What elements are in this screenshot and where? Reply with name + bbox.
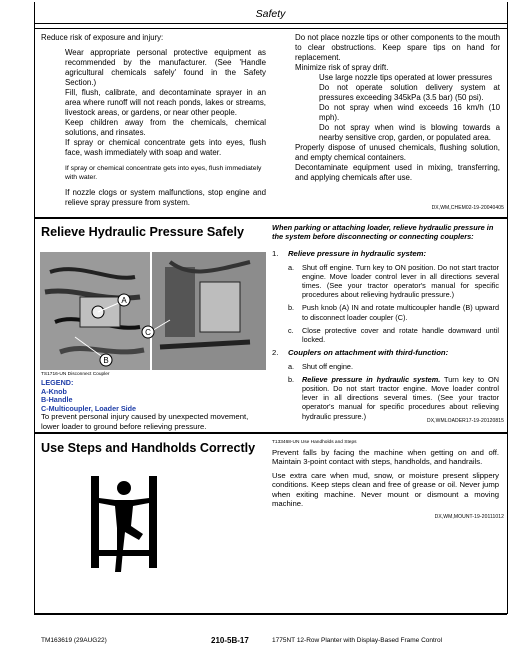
procedure-step — [272, 348, 499, 358]
step-title: Relieve pressure in hydraulic system: — [288, 249, 427, 258]
hydraulic-coupler-photo — [40, 252, 266, 370]
image-caption: T133468-UN Use Handholds and Steps — [272, 440, 357, 445]
substep-letter: b. — [288, 374, 295, 384]
paragraph: Properly dispose of unused chemicals, flushing solution, and empty chemical containers. — [295, 143, 500, 162]
steps-handholds-text — [272, 440, 499, 512]
coupler-illustration — [40, 252, 266, 370]
procedure-substep — [272, 375, 499, 421]
paragraph: Minimize risk of spray drift. — [295, 63, 389, 72]
loader-note: To prevent personal injury caused by unexpected movement, lower loader to ground before relieving pressure. — [41, 412, 249, 431]
paragraph: Decontaminate equipment used in mixing, transferring, and applying chemicals after use. — [295, 163, 500, 182]
section-divider — [34, 432, 507, 434]
substep-text: Push knob (A) IN and rotate multicoupler handle (B) upward to disconnect loader coupler (C). — [302, 303, 499, 322]
substep-text: Shut off engine. Turn key to ON position. Do not start tractor engine. Move loader control lever in all directions several times. (See your tractor operator's manual for specific procedures about relieving hydraulic pressure.) — [302, 262, 499, 300]
handhold-figure-icon — [85, 470, 165, 580]
chemical-safety-right-column — [295, 33, 500, 183]
paragraph: If nozzle clogs or system malfunctions, stop engine and relieve spray pressure from system. — [65, 188, 266, 207]
small-note: If spray or chemical concentrate gets into eyes, flush immediately with water. — [65, 165, 262, 181]
paragraph: Fill, flush, calibrate, and decontaminate sprayer in an area where runoff will not reach ponds, lakes or streams, livestock areas, or gardens, or near other people. — [65, 88, 266, 117]
reference-code: DX,WM,MOUNT-19-20111012 — [434, 514, 504, 520]
step-number: 1. — [272, 249, 279, 258]
procedure-substep — [272, 362, 499, 371]
substep-letter: a. — [288, 262, 295, 272]
page-header-title: Safety — [255, 8, 286, 20]
page-bottom-rule — [34, 613, 507, 615]
svg-text:B: B — [103, 356, 109, 365]
procedure-substep — [272, 303, 499, 321]
step-title: Couplers on attachment with third-function: — [288, 348, 449, 358]
callout-c — [142, 326, 154, 338]
svg-text:A: A — [121, 296, 127, 305]
section-title: Use Steps and Handholds Correctly — [41, 441, 256, 455]
substep-bold: Relieve pressure in hydraulic system. — [302, 374, 441, 384]
callout-a — [118, 294, 130, 306]
reference-code: DX,WMLOADER17-19-20120815 — [427, 418, 504, 424]
section-title: Relieve Hydraulic Pressure Safely — [41, 225, 245, 239]
lead-text: Reduce risk of exposure and injury: — [41, 33, 164, 42]
callout-b — [100, 354, 112, 366]
substep-text: Close protective cover and rotate handle downward until locked. — [302, 325, 499, 344]
svg-text:C: C — [145, 328, 151, 337]
sub-item: Do not operate solution delivery system at pressures exceeding 345kPa (3.5 bar) (50 psi). — [319, 83, 500, 102]
substep-text — [302, 375, 499, 421]
substep-letter: a. — [288, 361, 295, 371]
image-caption: TS1716-UN Disconnect Coupler — [41, 372, 110, 377]
step-number: 2. — [272, 348, 279, 358]
hydraulic-procedure — [272, 223, 499, 425]
substep-letter: b. — [288, 303, 295, 313]
header-rule-2 — [34, 28, 507, 29]
chemical-safety-left-column — [41, 33, 266, 208]
legend-item: A-Knob — [41, 386, 67, 396]
sub-item: Do not spray when wind exceeds 16 km/h (10 mph). — [319, 103, 500, 122]
footer-page-number: 210-5B-17 — [211, 636, 249, 645]
sub-item: Do not spray when wind is blowing towards a nearby sensitive crop, garden, or populated area. — [319, 123, 500, 142]
substep-letter: c. — [288, 325, 294, 335]
footer-title: 1775NT 12-Row Planter with Display-Based Frame Control — [272, 637, 443, 644]
legend-item: B-Handle — [41, 395, 73, 405]
section-divider — [34, 217, 507, 219]
legend-title: LEGEND: — [41, 378, 74, 387]
paragraph: Keep children away from the chemicals, chemical solutions, and rinsates. — [65, 118, 266, 137]
legend — [41, 379, 136, 413]
paragraph: Use extra care when mud, snow, or moisture present slippery conditions. Keep steps clean and free of grease or oil. Never jump when exiting machine. Never mount or dismount a moving machine. — [272, 470, 499, 509]
header-rule — [34, 23, 507, 24]
substep-rest: Turn key to ON position. Do not start tractor engine. Move loader control lever in all directions several times. (See your tractor operator's manual for specific procedures about relieving hydraulic pressure.) — [302, 374, 499, 421]
sub-item: Use large nozzle tips operated at lower pressures — [319, 73, 493, 82]
reference-code: DX,WM,CHEM02-19-20040405 — [431, 205, 504, 211]
procedure-substep — [272, 263, 499, 300]
footer-doc-id: TM163619 (29AUG22) — [41, 637, 107, 644]
paragraph: Do not place nozzle tips or other components to the mouth to clear obstructions. Keep spare tips on hand for replacement. — [295, 33, 500, 62]
legend-item: C-Multicoupler, Loader Side — [41, 403, 137, 413]
paragraph: Prevent falls by facing the machine when getting on and off. Maintain 3-point contact with steps, handholds, and handrails. — [272, 448, 499, 467]
procedure-intro: When parking or attaching loader, relieve hydraulic pressure in the system before disconnecting or connecting couplers: — [272, 223, 494, 241]
substep-text: Shut off engine. — [302, 361, 353, 371]
paragraph: If spray or chemical concentrate gets into eyes, flush face, wash immediately with soap and water. — [65, 138, 266, 157]
procedure-step — [272, 249, 499, 259]
paragraph: Wear appropriate personal protective equipment as recommended by the manufacturer. (See 'Handle agricultural chemicals safely' found in the Safety Section.) — [65, 48, 266, 87]
procedure-substep — [272, 326, 499, 344]
